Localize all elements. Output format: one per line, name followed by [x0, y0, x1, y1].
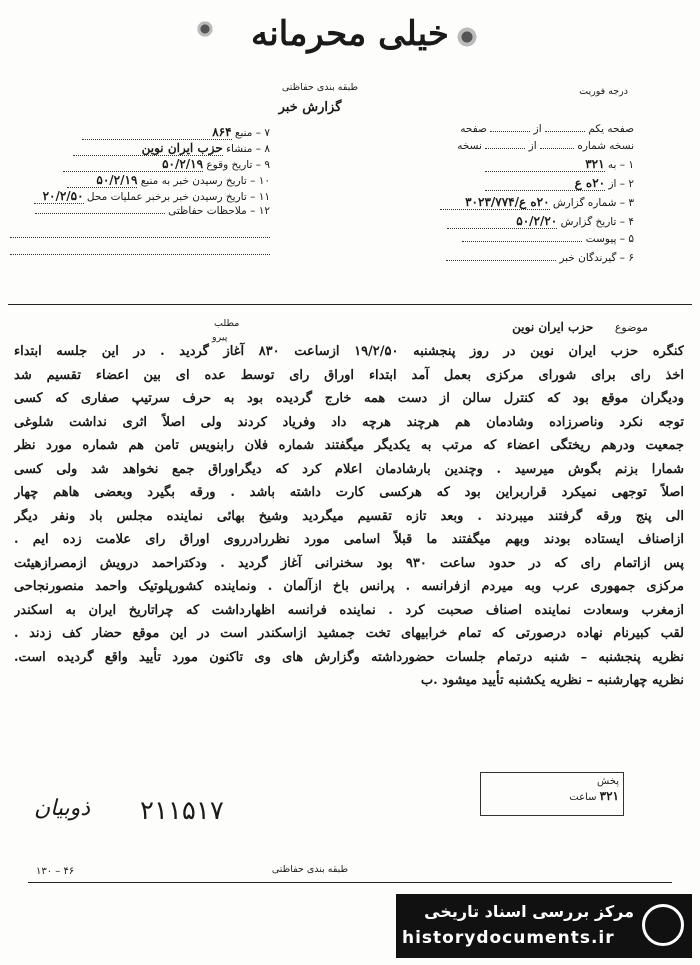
watermark-banner: [396, 894, 692, 958]
body-line: کنگره حزب ایران نوین در روز پنجشنبه ۱۹/۲/۵۰ ازساعت ۸۳۰ آغاز گردید . در این جلسه ابتداء: [14, 344, 684, 359]
margin-note-2: پیرو: [212, 332, 228, 343]
occurrence-date-field: ۹ – تاریخ وقوع ۵۰/۲/۱۹: [10, 157, 270, 173]
source-field: ۷ – منبع ۸۶۴: [10, 125, 270, 141]
to-field: ۱ – به ۳۲۱: [394, 157, 634, 176]
body-line: اصلاً توجهی نمیکرد قراربراین بود که هرکسی کارت داشته باشد . ورقه بگیرد وبعضی هاهم چهار: [14, 485, 684, 500]
routing-stamp-box: [480, 772, 624, 816]
report-body: [14, 340, 684, 693]
body-line: اخذ رای برای شورای مرکزی بعمل آمد ابتداء اوراق رای توسط عده ای بین اعضاء تقسیم شد: [14, 367, 684, 383]
source-receipt-date-field: ۱۰ – تاریخ رسیدن خبر به منبع ۵۰/۲/۱۹: [10, 173, 270, 189]
form-code: ۱۳۰ – ۴۶: [36, 866, 75, 877]
copy-field: نسخه شماره از نسخه: [457, 140, 634, 152]
report-type: گزارش خبر: [278, 100, 342, 115]
subject-label: موضوع: [614, 321, 648, 334]
subject-line: [428, 320, 648, 334]
right-fields: [394, 123, 634, 271]
watermark-title: مرکز بررسی اسناد تاریخی: [424, 902, 634, 921]
watermark-url: historydocuments.ir: [402, 928, 615, 948]
body-line: پس ازاتمام رای که در حدود ساعت ۹۳۰ بود سخنرانی آغاز گردید . ودکتراحمد درویش ازمصرازهیئت: [14, 555, 684, 571]
report-date-field: ۴ – تاریخ گزارش ۵۰/۲/۲۰: [394, 214, 634, 233]
header-divider: [8, 304, 692, 305]
body-line: ازمغرب وسعادت نماینده اصناف صحبت کرد . نماینده فرانسه اظهارداشت که چراتاریخ ایران به اسکندر: [14, 602, 684, 618]
body-line: لقب کبیرنام نهاده درصورتی که تمام خرابیهای تخت جمشید ازاسکندر است در این موقع حضار کف زدند .: [14, 626, 684, 641]
body-line: ودیگران موقع بود که کنترل سالن از دست همه خارج گردیده بود به حرف سرتیپ صفاری که کسی: [14, 391, 684, 406]
body-line: شمارا بزنم بگوش میرسید . وچندین بارشادمان اعلام کرد که دیگراوراق جمع نخواهد شد ولی کسی: [14, 461, 684, 477]
body-line: توجه نکرد وناصرزاده وشادمان هم هرچند هرچه داد وفریاد کردند ولی اصلاً اثری نداشت شلوغی: [14, 414, 684, 430]
security-notes-field: ۱۲ – ملاحظات حفاظتی: [10, 205, 270, 221]
urgency-label: درجه فوریت: [579, 86, 628, 97]
margin-note: مطلب: [214, 318, 240, 329]
subject-value: حزب ایران نوین: [512, 320, 594, 334]
body-line: نظریه چهارشنبه – نظریه یکشنبه تأیید میشود .ب: [420, 673, 684, 688]
body-line: ازاصناف ایستاده بودند وبهم میگفتند ما قبلاً اسامی مورد نظررادرروی اوراق رای علامت زده ایم .: [14, 532, 684, 547]
routing-line-2: ۳۲۱: [599, 789, 619, 803]
routing-line-3: ساعت: [569, 792, 597, 803]
report-number-field: ۳ – شماره گزارش ۲۰ه ع/۳۰۲۳/۷۷۴: [394, 195, 634, 214]
classification-label: طبقه بندی حفاظتی: [281, 82, 359, 93]
body-line: مرکزی جمهوری عرب وبه میردم ازفرانسه . پرانس باخ ازآلمان . ونماینده کشورپلوتیک واحمد منصورنجاحی: [14, 579, 684, 594]
routing-line-1: پخش: [597, 776, 619, 787]
footer-divider: [28, 882, 672, 883]
origin-field: ۸ – منشاء حزب ایران نوین: [10, 141, 270, 157]
body-line: الی پنج ورقه گرفتند میبردند . وبعد تازه تقسیم میگردید وشیخ بهائی نماینده مجلس باد ونفر دیگر: [14, 508, 684, 524]
left-fields: [10, 125, 270, 255]
ops-receipt-date-field: ۱۱ – تاریخ رسیدن خبر برخبر عملیات محل ۲۰/۲/۵۰: [10, 189, 270, 205]
recipients-field: ۶ – گیرندگان خبر: [394, 252, 634, 271]
attachment-field: ۵ – پیوست: [394, 233, 634, 252]
from-field: ۲ – از ۲۰ه ع: [394, 176, 634, 195]
handwritten-number: ۲۱۱۵۱۷: [140, 796, 224, 826]
body-line: نظریه پنجشنبه – شنبه درتمام جلسات حضورداشته وگزارش های وی تاکنون مورد تأیید واقع گردیده است.: [14, 649, 684, 665]
footer-classification-label: طبقه بندی حفاظتی: [271, 864, 349, 875]
archive-logo-icon: [642, 904, 684, 946]
page-field: صفحه یکم از صفحه: [460, 123, 634, 135]
body-line: جمعیت ودرهم ریختگی اعضاء که مرتب به یکدیگر میگفتند شماره فلان رابنویس تامن هم شماره مورد نظر: [14, 438, 684, 453]
document-title: خیلی محرمانه: [251, 14, 449, 54]
handwritten-note: ذوبیان: [34, 796, 91, 821]
